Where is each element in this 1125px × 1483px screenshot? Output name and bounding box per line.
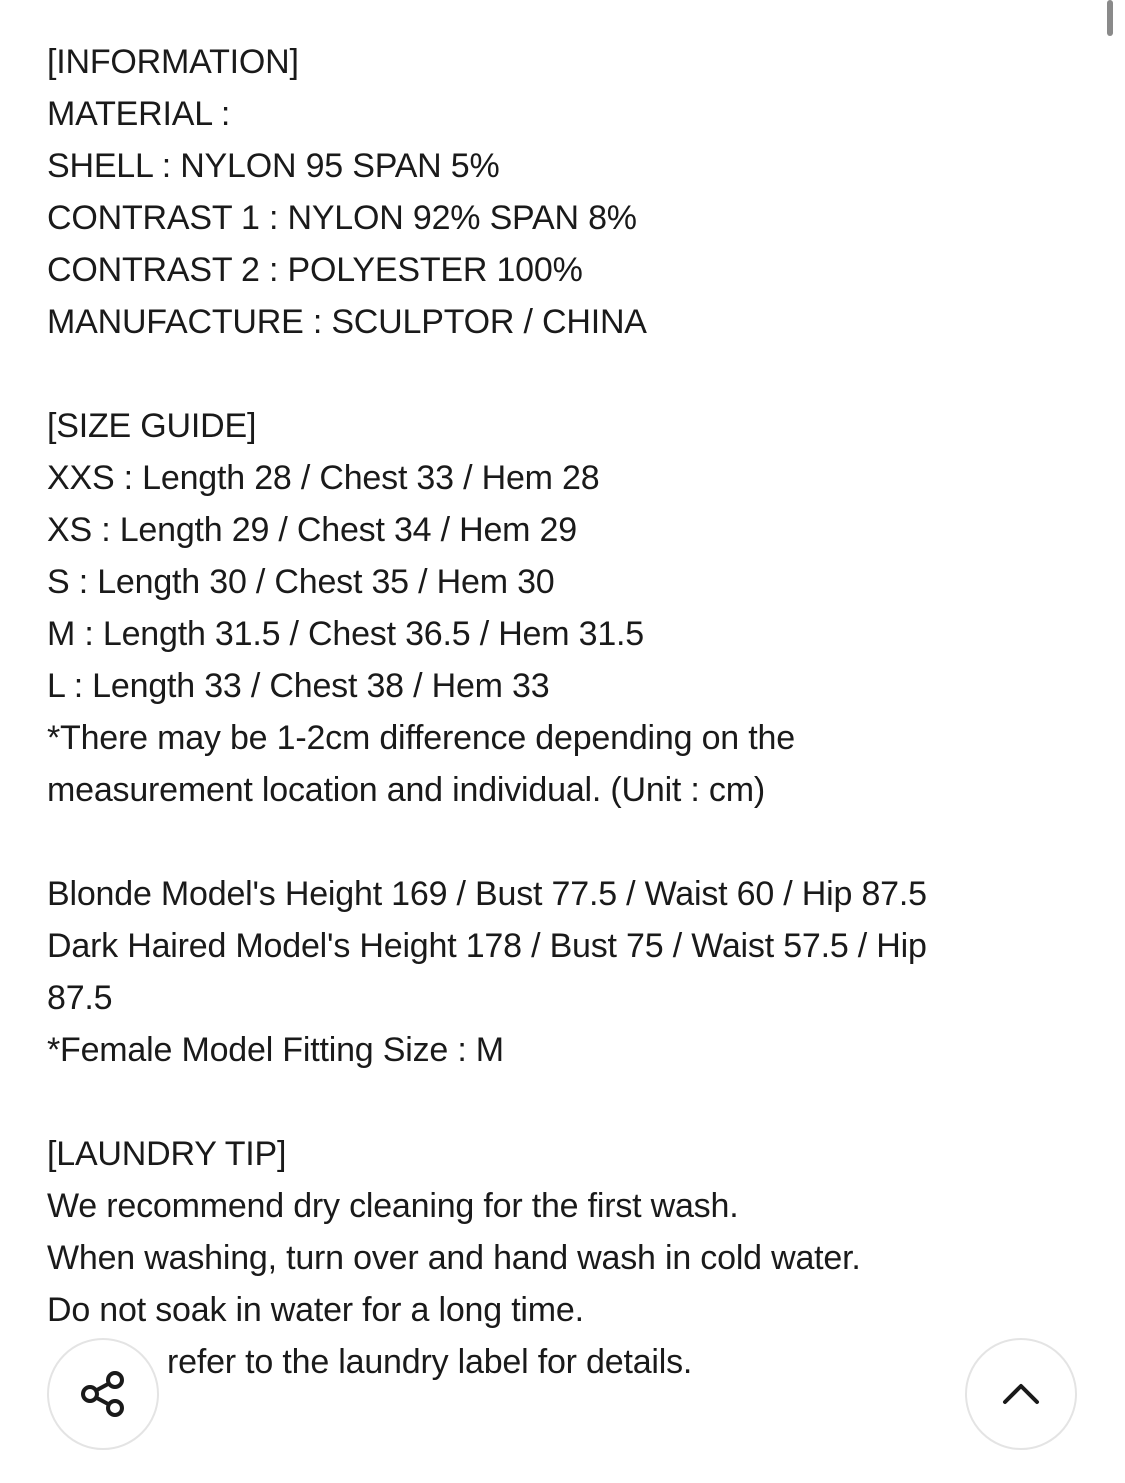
size-xs: XS : Length 29 / Chest 34 / Hem 29 <box>47 511 577 549</box>
scroll-to-top-button[interactable] <box>965 1338 1077 1450</box>
laundry-tip-4-text: refer to the laundry label for details. <box>167 1343 693 1381</box>
shell-material: SHELL : NYLON 95 SPAN 5% <box>47 147 500 185</box>
size-s: S : Length 30 / Chest 35 / Hem 30 <box>47 563 555 601</box>
spacer <box>47 1076 1087 1128</box>
size-m: M : Length 31.5 / Chest 36.5 / Hem 31.5 <box>47 615 644 653</box>
size-note-line-2: measurement location and individual. (Unit : cm) <box>47 771 765 809</box>
size-l: L : Length 33 / Chest 38 / Hem 33 <box>47 667 550 705</box>
contrast-1-material: CONTRAST 1 : NYLON 92% SPAN 8% <box>47 199 637 237</box>
contrast-2-material: CONTRAST 2 : POLYESTER 100% <box>47 251 583 289</box>
share-button[interactable] <box>47 1338 159 1450</box>
laundry-tip-4 <box>47 1336 1087 1388</box>
chevron-up-icon <box>997 1370 1045 1418</box>
laundry-tip-1: We recommend dry cleaning for the first wash. <box>47 1187 739 1225</box>
material-label: MATERIAL : <box>47 95 231 133</box>
spacer <box>47 348 1087 400</box>
scrollbar[interactable] <box>1107 0 1113 36</box>
share-icon <box>75 1366 131 1422</box>
manufacture-info: MANUFACTURE : SCULPTOR / CHINA <box>47 303 647 341</box>
size-guide-heading: [SIZE GUIDE] <box>47 407 257 445</box>
product-details <box>47 36 1087 1388</box>
laundry-heading: [LAUNDRY TIP] <box>47 1135 287 1173</box>
spacer <box>47 816 1087 868</box>
size-xxs: XXS : Length 28 / Chest 33 / Hem 28 <box>47 459 600 497</box>
blonde-model-measurements: Blonde Model's Height 169 / Bust 77.5 / Waist 60 / Hip 87.5 <box>47 875 927 913</box>
information-heading: [INFORMATION] <box>47 43 299 81</box>
size-note-line-1: *There may be 1-2cm difference depending on the <box>47 719 795 757</box>
laundry-tip-2: When washing, turn over and hand wash in cold water. <box>47 1239 861 1277</box>
laundry-tip-3: Do not soak in water for a long time. <box>47 1291 584 1329</box>
model-fitting-size: *Female Model Fitting Size : M <box>47 1031 504 1069</box>
dark-model-measurements-line-1: Dark Haired Model's Height 178 / Bust 75 / Waist 57.5 / Hip <box>47 927 927 965</box>
dark-model-measurements-line-2: 87.5 <box>47 979 113 1017</box>
